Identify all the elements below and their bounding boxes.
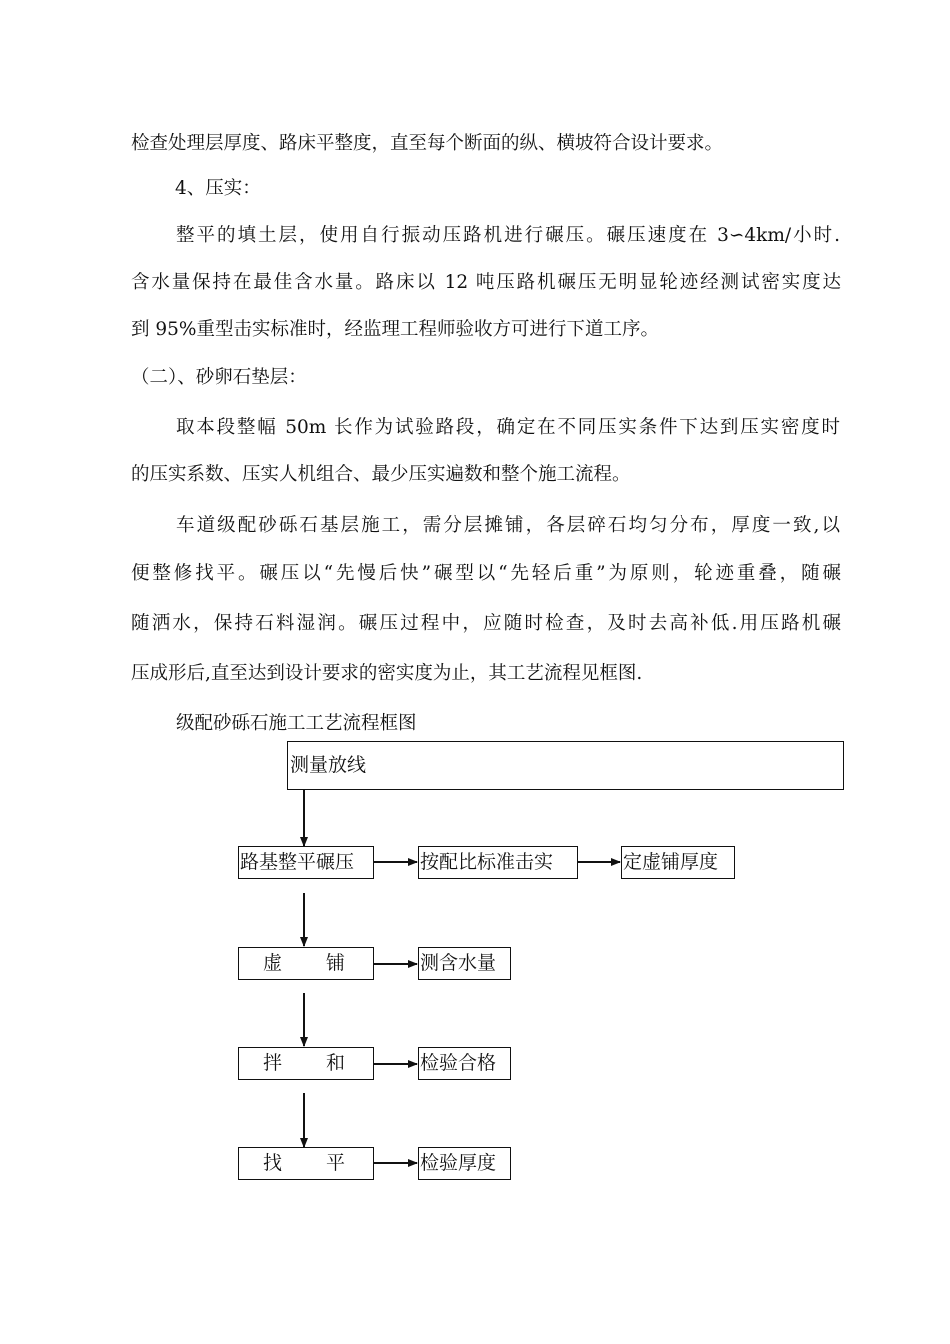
paragraph-line: 的压实系数、压实人机组合、最少压实遍数和整个施工流程。 [131, 464, 631, 485]
flow-box-mixing [238, 1047, 374, 1080]
paragraph-line: 整平的填土层，使用自行振动压路机进行碾压。碾压速度在 3∽4km/小时. [176, 225, 840, 246]
flow-box-label: 路基整平碾压 [240, 851, 355, 873]
flow-box-label: 检验厚度 [420, 1152, 497, 1174]
flow-box-mix-compaction [418, 846, 578, 879]
paragraph-line: 便整修找平。碾压以“先慢后快”碾型以“先轻后重”为原则，轮迹重叠，随碾 [131, 563, 841, 584]
flow-box-survey-layout [287, 741, 844, 790]
flow-box-label: 测量放线 [290, 754, 367, 776]
flow-box-label-a: 虚 [263, 952, 283, 974]
paragraph-line: 含水量保持在最佳含水量。路床以 12 吨压路机碾压无明显轮迹经测试密实度达 [131, 272, 841, 293]
flow-box-loose-thickness [621, 846, 735, 879]
flow-box-label: 定虚铺厚度 [623, 851, 719, 873]
paragraph-line: 随洒水，保持石料湿润。碾压过程中，应随时检查，及时去高补低.用压路机碾 [131, 613, 841, 634]
flow-box-label: 检验合格 [420, 1052, 497, 1074]
flow-box-inspection-pass [418, 1047, 511, 1080]
flow-box-label: 按配比标准击实 [420, 851, 554, 873]
flow-box-label-b: 铺 [325, 952, 345, 974]
paragraph-line: 取本段整幅 50m 长作为试验路段，确定在不同压实条件下达到压实密度时 [176, 417, 840, 438]
flow-box-label-a: 找 [263, 1152, 283, 1174]
paragraph-line: 压成形后,直至达到设计要求的密实度为止，其工艺流程见框图. [131, 663, 643, 684]
flow-box-leveling [238, 1147, 374, 1180]
flow-box-subgrade-leveling [238, 846, 374, 879]
flow-box-moisture-test [418, 947, 511, 980]
paragraph-line: 到 95%重型击实标准时，经监理工程师验收方可进行下道工序。 [131, 319, 660, 340]
flow-box-label: 测含水量 [420, 952, 497, 974]
flow-box-label-a: 拌 [263, 1052, 283, 1074]
paragraph-line: 检查处理层厚度、路床平整度，直至每个断面的纵、横坡符合设计要求。 [131, 133, 724, 154]
flow-box-label-b: 平 [325, 1152, 345, 1174]
flow-box-label-b: 和 [325, 1052, 345, 1074]
paragraph-line: 车道级配砂砾石基层施工，需分层摊铺，各层碎石均匀分布，厚度一致,以 [176, 515, 840, 536]
flow-box-spreading [238, 947, 374, 980]
flow-box-thickness-check [418, 1147, 511, 1180]
flowchart-title: 级配砂砾石施工工艺流程框图 [176, 713, 417, 734]
section-heading: 4、压实： [175, 178, 261, 199]
section-heading: （二）、砂卵石垫层： [131, 367, 307, 388]
